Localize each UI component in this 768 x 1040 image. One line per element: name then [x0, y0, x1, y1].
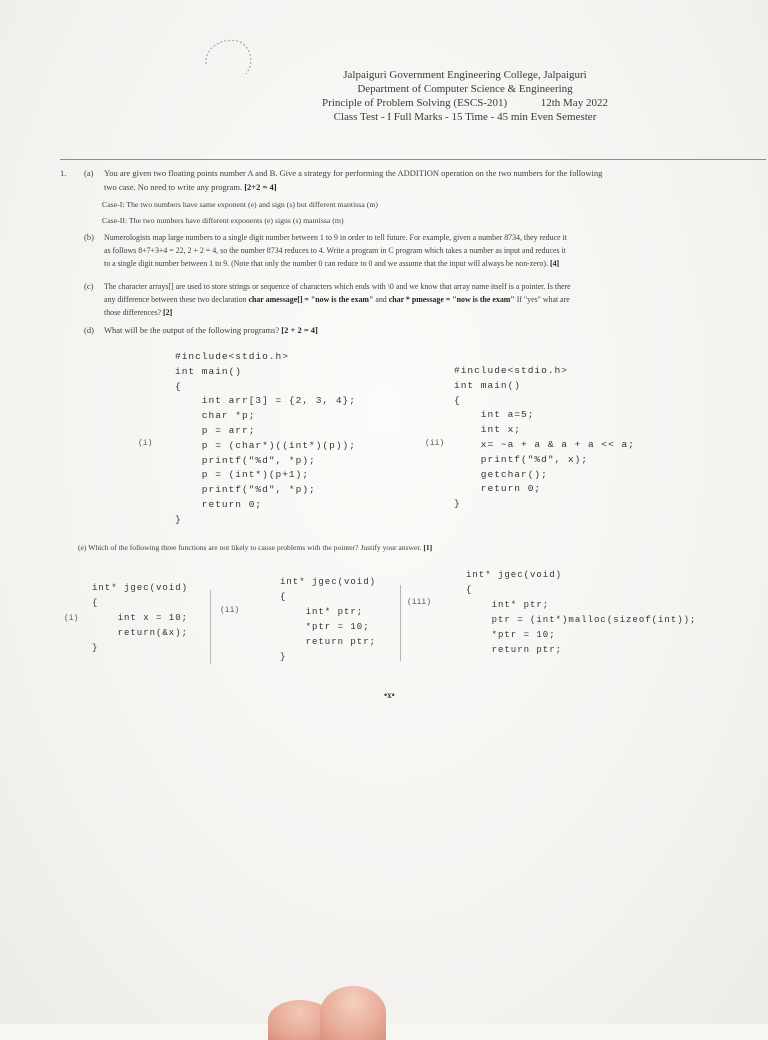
- course-line: [270, 96, 660, 110]
- function-1-code: int* jgec(void) { int x = 10; return(&x); }: [92, 583, 189, 653]
- function-2-label: (ii): [220, 606, 240, 615]
- part-e-label: (e): [78, 543, 87, 552]
- part-d-text-body: What will be the output of the following programs?: [104, 325, 280, 335]
- college-name: Jalpaiguri Government Engineering College, Jalpaiguri: [343, 69, 587, 81]
- divider-2: [400, 585, 401, 661]
- part-c-text-3-body: those differences?: [104, 308, 162, 317]
- question-number: 1.: [60, 168, 67, 178]
- exam-date: 12th May 2022: [540, 97, 608, 109]
- part-c-text-3: [104, 307, 172, 318]
- program-2-code: #include<stdio.h> int main() { int a=5; int x; x= ~a + a & a + a << a; printf("%d", x); getchar(); return 0; }: [454, 365, 635, 510]
- department-name: Department of Computer Science & Engineering: [357, 83, 573, 95]
- part-c-label: (c): [84, 281, 94, 291]
- part-c-text-2a: any difference between these two declaration: [104, 295, 247, 304]
- program-1-code: #include<stdio.h> int main() { int arr[3] = {2, 3, 4}; char *p; p = arr; p = (char*)((int*)(p)); printf("%d", *p); p = (int*)(p+1); printf("%d", *p); return 0; }: [175, 351, 356, 525]
- test-info: Class Test - I Full Marks - 15 Time - 45 min Even Semester: [333, 111, 597, 123]
- part-d-marks: [2 + 2 = 4]: [281, 325, 318, 335]
- part-b-marks: [4]: [549, 259, 560, 268]
- part-a-marks: [2+2 = 4]: [244, 182, 277, 192]
- pencil-circle-mark: [196, 34, 258, 86]
- part-e-marks: [1]: [423, 543, 433, 552]
- part-c-text-2c: If "yes" what are: [516, 295, 570, 304]
- part-b-text-1: Numerologists map large numbers to a single digit number between 1 to 9 in order to tell future. For example, given a number 8734, they reduce it: [104, 233, 567, 242]
- part-e-line: [78, 542, 432, 553]
- part-c-text-2b: and: [375, 295, 387, 304]
- program-1-label: (i): [138, 439, 153, 448]
- part-a-label: (a): [84, 168, 94, 178]
- course-name: Principle of Problem Solving (ESCS-201): [322, 97, 508, 109]
- part-d-text: [104, 325, 318, 336]
- end-mark: •x•: [384, 690, 395, 700]
- divider-1: [210, 590, 211, 664]
- part-b-text-3: [104, 258, 559, 269]
- part-b-label: (b): [84, 232, 94, 242]
- part-e-text: Which of the following three functions are not likely to cause problems with the pointer? Justify your answer.: [88, 543, 422, 552]
- part-b-text-2: as follows 8+7+3+4 = 22, 2 + 2 = 4, so the number 8734 reduces to 4. Write a program in C program which takes a number as input and reduces it: [104, 246, 566, 255]
- part-b-text-3-body: to a single digit number between 1 to 9. (Note that only the number 0 can reduce to 0 and we assume that the input will always be non-zero).: [104, 259, 548, 268]
- function-2-code: int* jgec(void) { int* ptr; *ptr = 10; return ptr; }: [280, 577, 377, 662]
- part-a-text-2: [104, 182, 277, 193]
- function-3-label: (iii): [407, 598, 432, 607]
- part-a-text-2-body: two case. No need to write any program.: [104, 182, 243, 192]
- fingertip-right: [320, 986, 386, 1040]
- exam-header: [270, 68, 660, 124]
- part-a-case-2: Case-II: The two numbers have different exponents (e) signs (s) mantissa (m): [102, 216, 344, 225]
- function-1-label: (i): [64, 614, 79, 623]
- part-c-marks: [2]: [163, 308, 173, 317]
- part-a-text-1: You are given two floating points number A and B. Give a strategy for performing the ADDITION operation on the two numbers for the following: [104, 168, 603, 178]
- part-c-text-1: The character arrays[] are used to store strings or sequence of characters which ends with \0 and we know that array name itself is a pointer. Is there: [104, 282, 571, 291]
- part-c-decl-1: char amessage[] = "now is the exam": [248, 295, 374, 304]
- part-c-decl-2: char * pmessage = "now is the exam": [388, 295, 515, 304]
- part-d-label: (d): [84, 325, 94, 335]
- part-c-text-2: [104, 294, 570, 305]
- function-3-code: int* jgec(void) { int* ptr; ptr = (int*)malloc(sizeof(int)); *ptr = 10; return ptr;: [466, 570, 697, 655]
- header-divider: [60, 159, 766, 160]
- program-2-label: (ii): [425, 439, 445, 448]
- part-a-case-1: Case-I: The two numbers have same exponent (e) and sign (s) but different mantissa (m): [102, 200, 378, 209]
